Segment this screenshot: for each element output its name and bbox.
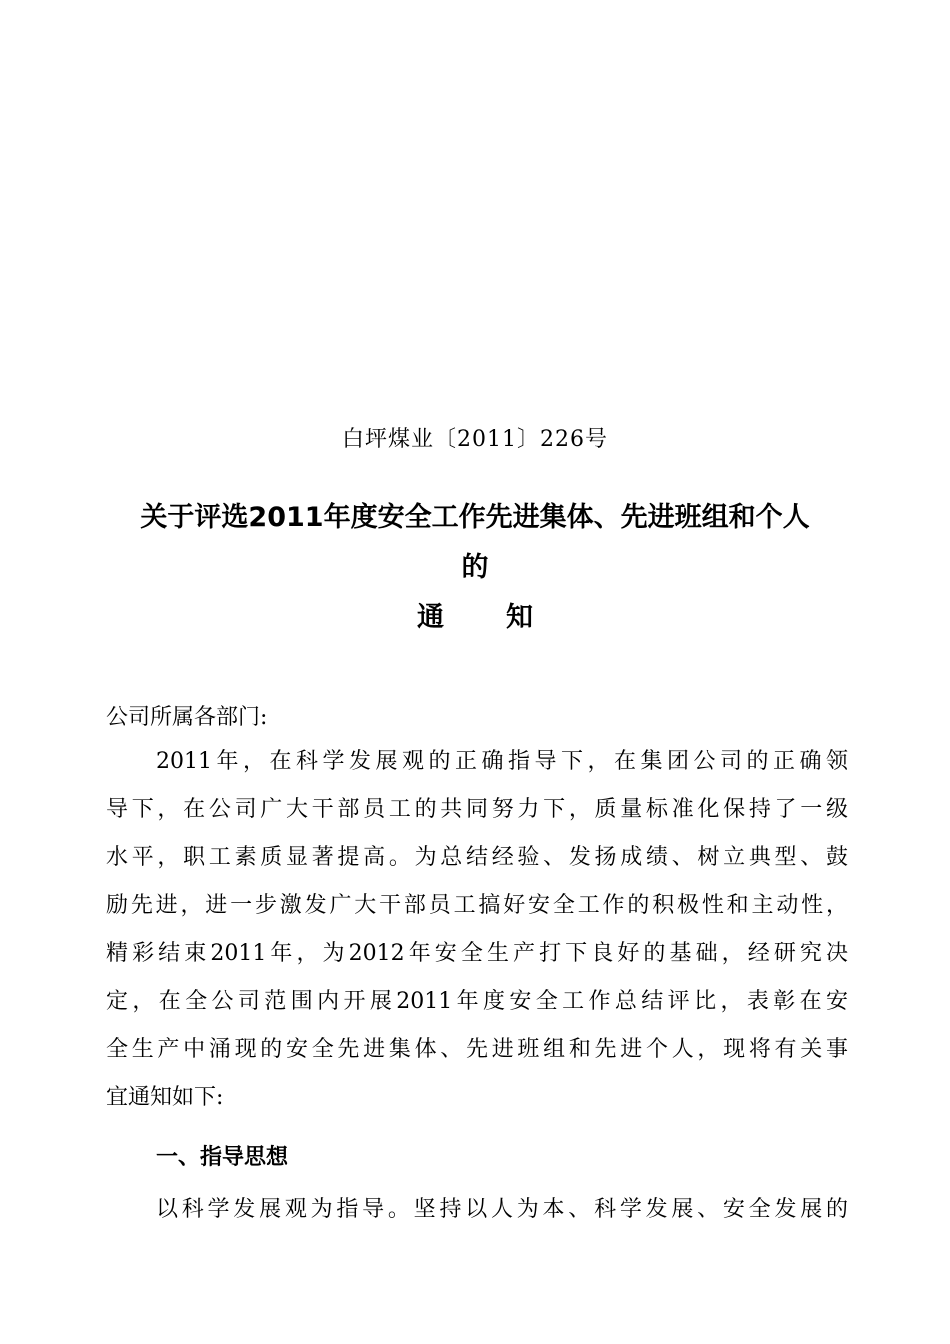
document-title-line-2: 的	[461, 552, 489, 583]
paragraph-1-line: 励先进，进一步激发广大干部员工搞好安全工作的积极性和主动性，	[106, 893, 848, 918]
paragraph-1-line: 精彩结束2011年，为2012年安全生产打下良好的基础，经研究决	[106, 941, 848, 966]
section-heading-guiding-thought: 一、指导思想	[156, 1145, 289, 1170]
paragraph-1-line: 水平，职工素质显著提高。为总结经验、发扬成绩、树立典型、鼓	[106, 845, 848, 870]
paragraph-2	[106, 1186, 848, 1234]
salutation: 公司所属各部门:	[106, 705, 268, 730]
title-char-zhi: 知	[506, 602, 533, 633]
document-title-line-3	[0, 595, 950, 634]
paragraph-1-line: 2011年，在科学发展观的正确指导下，在集团公司的正确领	[156, 749, 848, 774]
document-number: 白坪煤业〔2011〕226号	[342, 427, 608, 452]
document-title-line-1: 关于评选2011年度安全工作先进集体、先进班组和个人	[140, 502, 810, 533]
title-char-tong: 通	[417, 602, 444, 633]
paragraph-1-line: 全生产中涌现的安全先进集体、先进班组和先进个人，现将有关事	[106, 1037, 848, 1062]
paragraph-1	[106, 738, 848, 1122]
paragraph-2-line: 以科学发展观为指导。坚持以人为本、科学发展、安全发展的	[156, 1197, 848, 1222]
paragraph-1-line: 宜通知如下:	[106, 1085, 224, 1110]
paragraph-1-line: 导下，在公司广大干部员工的共同努力下，质量标准化保持了一级	[106, 797, 848, 822]
paragraph-1-line: 定，在全公司范围内开展2011年度安全工作总结评比，表彰在安	[106, 989, 848, 1014]
